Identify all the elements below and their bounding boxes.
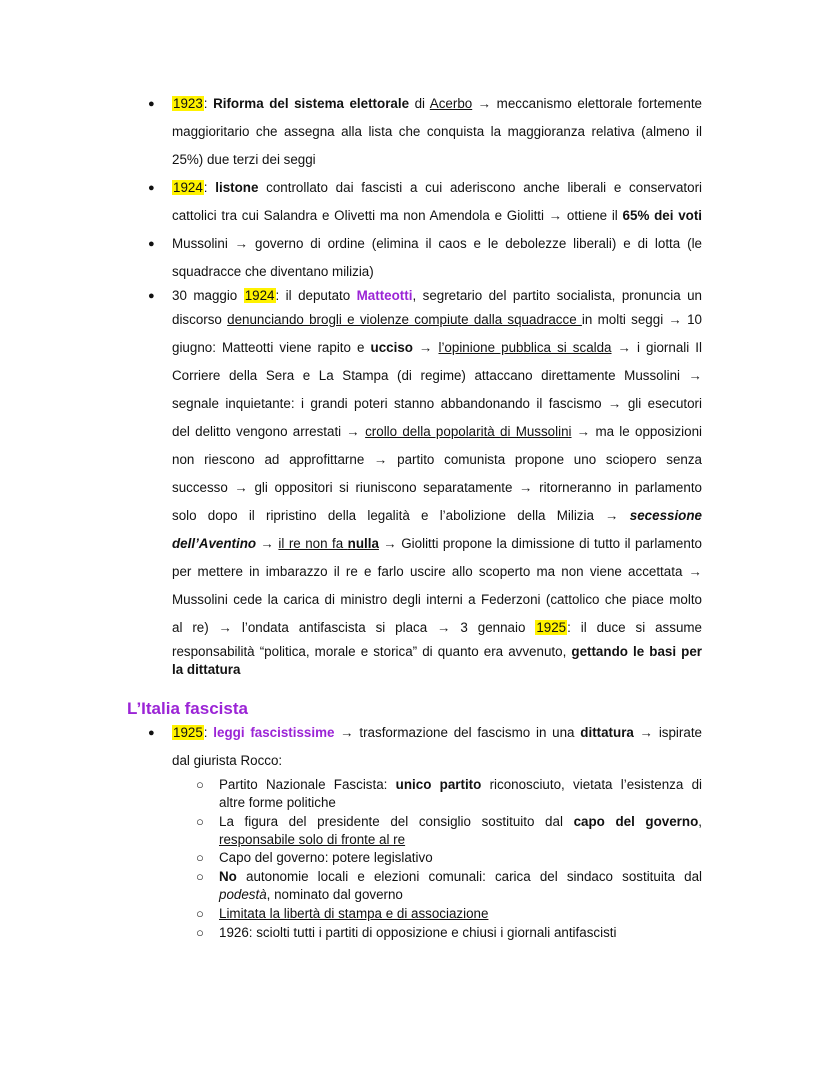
sub-bullet-marker: ○ bbox=[196, 869, 204, 884]
s-line-2: dal giurista Rocco: bbox=[172, 753, 283, 768]
sub1-line-2: altre forme politiche bbox=[219, 795, 336, 810]
sub-bullet-marker: ○ bbox=[196, 814, 204, 829]
year-highlight: 1925 bbox=[536, 620, 567, 635]
section-heading: L’Italia fascista bbox=[127, 699, 248, 718]
b1-line-3: 25%) due terzi dei seggi bbox=[172, 152, 316, 167]
bullet-marker: ● bbox=[148, 182, 155, 194]
b4-line-5: segnale inquietante: i grandi poteri stanno abbandonando il fascismo → gli esecutori bbox=[172, 396, 702, 411]
b4-line-7: non riescono ad approfittarne → partito comunista propone uno sciopero senza bbox=[172, 452, 702, 467]
bullet-marker: ● bbox=[148, 290, 155, 302]
b4-line-1: 30 maggio 1924: il deputato Matteotti, segretario del partito socialista, pronuncia un bbox=[172, 288, 702, 303]
sub-bullet-marker: ○ bbox=[196, 850, 204, 865]
b4-line-14: responsabilità “politica, morale e storica” di quanto era avvenuto, gettando le basi per bbox=[172, 644, 702, 659]
sub4-line-1: No autonomie locali e elezioni comunali: carica del sindaco sostituita dal bbox=[219, 869, 702, 884]
b4-line-12: Mussolini cede la carica di ministro degli interni a Federzoni (cattolico che piace molto bbox=[172, 592, 702, 607]
b4-line-8: successo → gli oppositori si riuniscono separatamente → ritorneranno in parlamento bbox=[172, 480, 702, 495]
b4-line-3: giugno: Matteotti viene rapito e ucciso → l’opinione pubblica si scalda → i giornali Il bbox=[172, 340, 702, 355]
sub-bullet-marker: ○ bbox=[196, 777, 204, 792]
bullet-marker: ● bbox=[148, 238, 155, 250]
b4-line-11: per mettere in imbarazzo il re e farlo uscire allo scoperto ma non viene accettata → bbox=[172, 564, 702, 579]
b3-line-1: Mussolini → governo di ordine (elimina il caos e le debolezze liberali) e di lotta (le bbox=[172, 236, 702, 251]
sub2-line-1: La figura del presidente del consiglio sostituito dal capo del governo, bbox=[219, 814, 702, 829]
b4-line-6: del delitto vengono arrestati → crollo della popolarità di Mussolini → ma le opposizioni bbox=[172, 424, 702, 439]
b4-line-4: Corriere della Sera e La Stampa (di regime) attaccano direttamente Mussolini → bbox=[172, 368, 702, 383]
b4-line-13: al re) → l’ondata antifascista si placa → 3 gennaio 1925: il duce si assume bbox=[172, 620, 702, 635]
sub3-line-1: Capo del governo: potere legislativo bbox=[219, 850, 433, 865]
sub5-line-1: Limitata la libertà di stampa e di associazione bbox=[219, 906, 489, 921]
b4-line-15: la dittatura bbox=[172, 662, 241, 677]
year-highlight: 1923 bbox=[173, 96, 203, 111]
b2-line-2: cattolici tra cui Salandra e Olivetti ma non Amendola e Giolitti → ottiene il 65% dei voti bbox=[172, 208, 702, 223]
b3-line-2: squadracce che diventano milizia) bbox=[172, 264, 374, 279]
sub-bullet-marker: ○ bbox=[196, 906, 204, 921]
year-highlight: 1924 bbox=[173, 180, 203, 195]
b1-line-2: maggioritario che assegna alla lista che conquista la maggioranza relativa (almeno il bbox=[172, 124, 702, 139]
bullet-marker: ● bbox=[148, 98, 155, 110]
sub2-line-2: responsabile solo di fronte al re bbox=[219, 832, 406, 847]
b4-line-10: dell’Aventino → il re non fa nulla → Giolitti propone la dimissione di tutto il parlamento bbox=[172, 536, 702, 551]
sub6-line-1: 1926: sciolti tutti i partiti di opposizione e chiusi i giornali antifascisti bbox=[219, 925, 617, 940]
b1-line-1: 1923: Riforma del sistema elettorale di Acerbo → meccanismo elettorale fortemente bbox=[173, 96, 702, 111]
sub1-line-1: Partito Nazionale Fascista: unico partito riconosciuto, vietata l’esistenza di bbox=[219, 777, 702, 792]
s-line-1: 1925: leggi fascistissime → trasformazione del fascismo in una dittatura → ispirate bbox=[173, 725, 702, 740]
year-highlight: 1924 bbox=[244, 288, 275, 303]
sub4-line-2: podestà, nominato dal governo bbox=[219, 887, 403, 902]
b4-line-9: solo dopo il ripristino della legalità e l’abolizione della Milizia → secessione bbox=[172, 508, 702, 523]
bullet-marker: ● bbox=[148, 727, 155, 739]
b2-line-1: 1924: listone controllato dai fascisti a cui aderiscono anche liberali e conservatori bbox=[173, 180, 702, 195]
b4-line-2: discorso denunciando brogli e violenze compiute dalla squadracce in molti seggi → 10 bbox=[172, 312, 702, 327]
year-highlight: 1925 bbox=[173, 725, 203, 740]
sub-bullet-marker: ○ bbox=[196, 925, 204, 940]
